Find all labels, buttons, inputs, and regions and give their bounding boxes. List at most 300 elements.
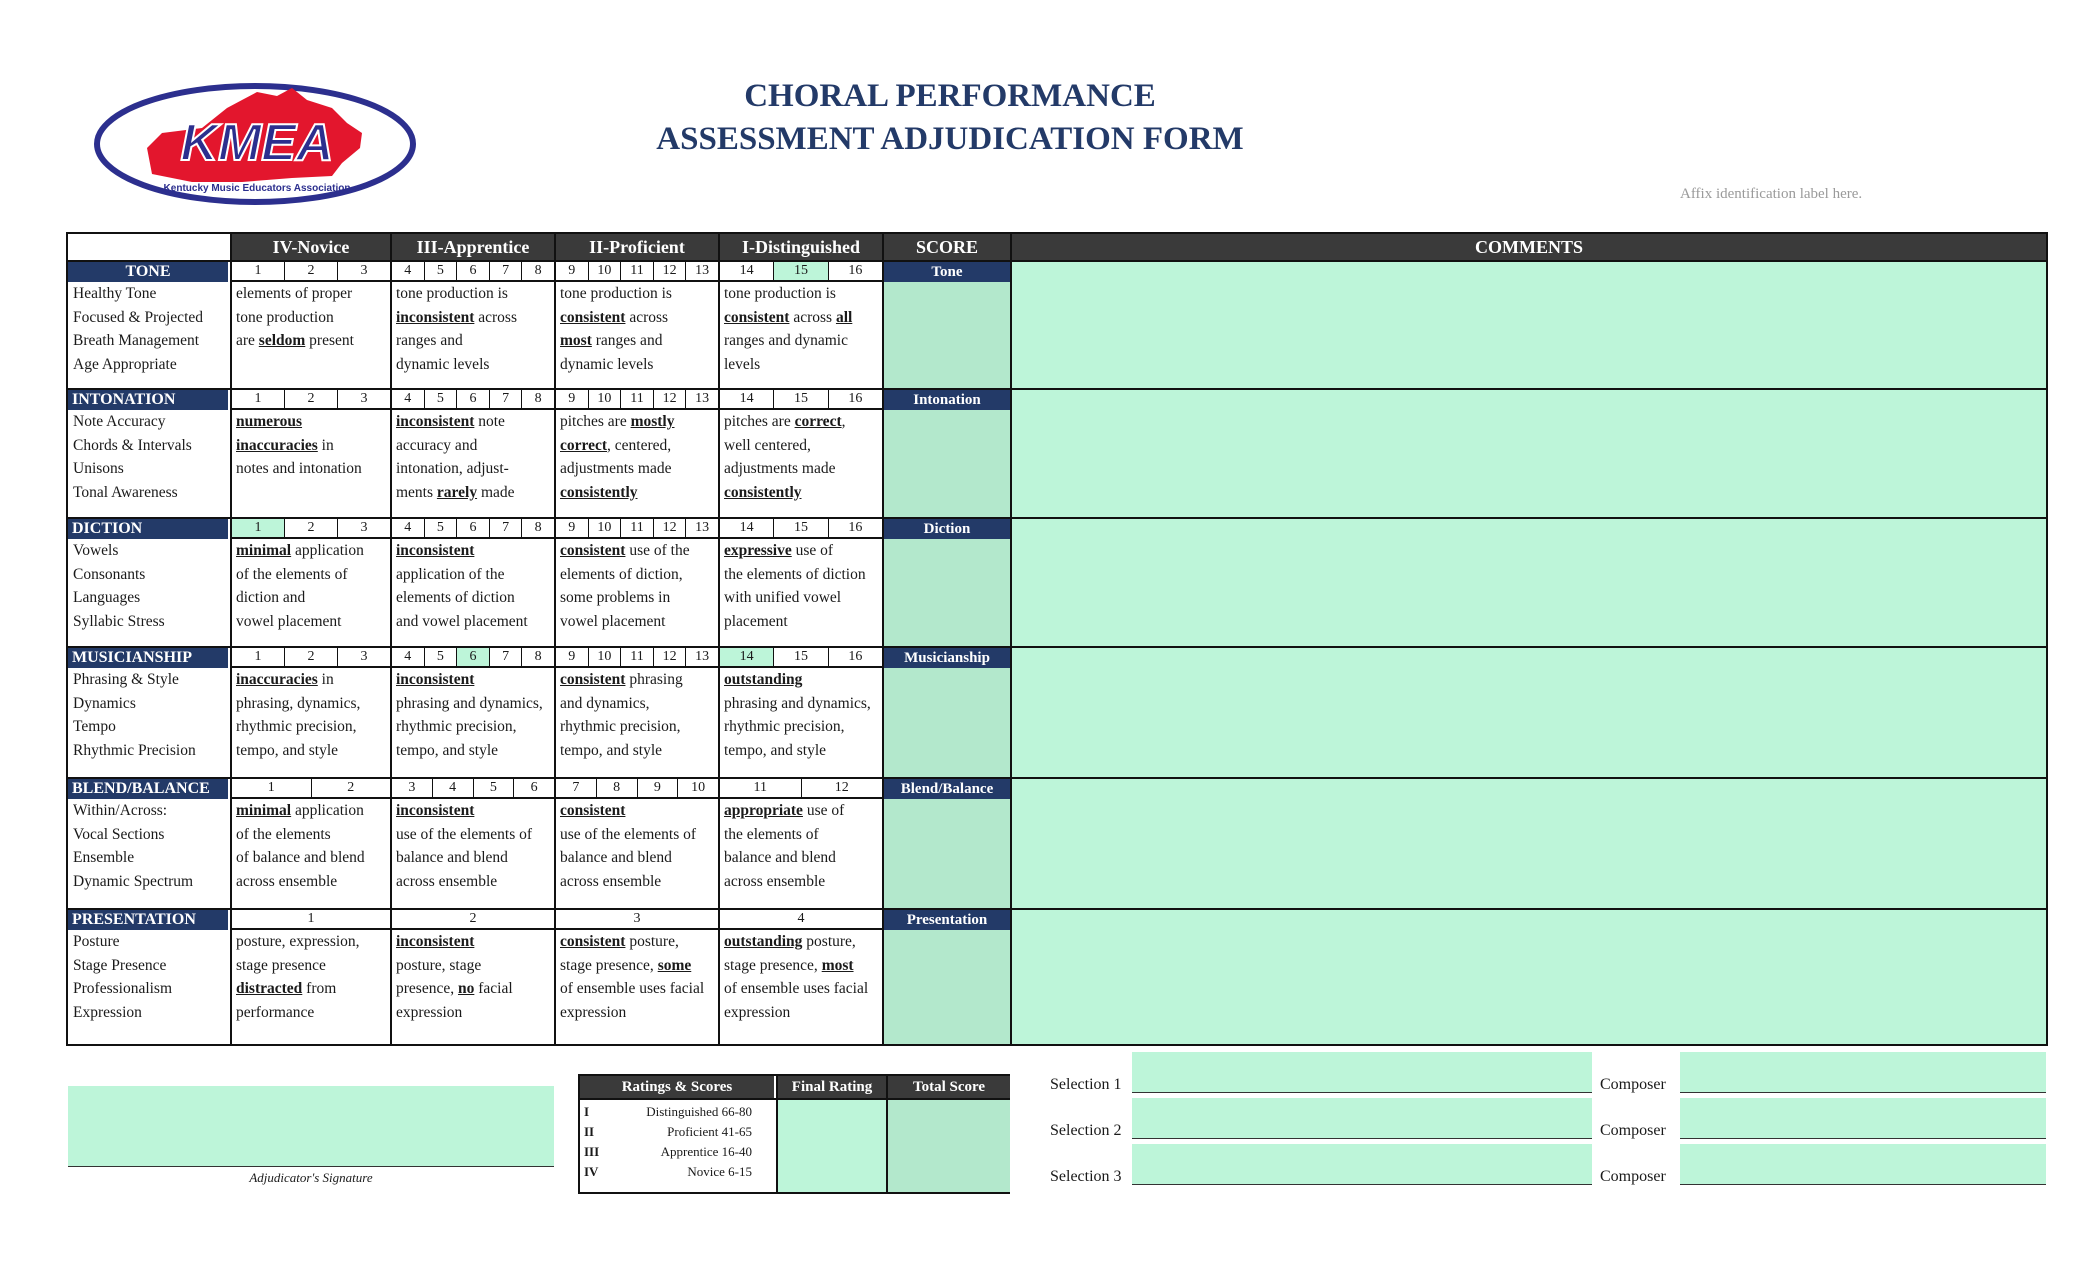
descriptor-line: elements of proper bbox=[236, 285, 353, 302]
descriptor-line: outstanding bbox=[724, 671, 803, 688]
score-number-option[interactable]: 4 bbox=[797, 911, 805, 926]
comments-input-5[interactable] bbox=[1012, 910, 2046, 1044]
composer-label: Composer bbox=[1600, 1076, 1666, 1093]
criteria-list-1 bbox=[68, 410, 228, 504]
score-number-option[interactable]: 7 bbox=[490, 519, 523, 537]
score-number-option[interactable]: 9 bbox=[556, 519, 589, 537]
descriptor-line: dynamic levels bbox=[396, 355, 490, 373]
descriptor-line: vowel placement bbox=[236, 612, 342, 630]
descriptor-line: application of the bbox=[396, 565, 505, 583]
score-label-3: Musicianship bbox=[884, 648, 1010, 668]
descriptor-line: posture, expression, bbox=[236, 933, 360, 950]
descriptor-line: consistent use of the bbox=[560, 542, 690, 559]
descriptor-line: posture, stage bbox=[396, 956, 482, 974]
criterion-item: Within/Across: bbox=[73, 802, 168, 819]
score-number-option[interactable]: 6 bbox=[457, 519, 490, 537]
rating-descriptor bbox=[232, 539, 390, 633]
criterion-item: Vowels bbox=[73, 542, 119, 559]
rating-descriptor bbox=[392, 668, 554, 762]
rating-descriptor bbox=[232, 668, 390, 762]
score-number-option[interactable]: 1 bbox=[232, 519, 285, 537]
score-input-2[interactable] bbox=[884, 539, 1010, 646]
criterion-item: Breath Management bbox=[73, 332, 200, 349]
criteria-list-4 bbox=[68, 799, 228, 893]
score-number-option[interactable]: 3 bbox=[360, 263, 368, 278]
score-number-strip bbox=[556, 519, 718, 539]
descriptor-line: inconsistent bbox=[396, 802, 475, 819]
criterion-item: Note Accuracy bbox=[73, 413, 166, 430]
descriptor-line: outstanding posture, bbox=[724, 933, 856, 950]
score-number-option[interactable]: 2 bbox=[347, 780, 355, 795]
rating-descriptor bbox=[556, 410, 718, 504]
score-number-option[interactable]: 14 bbox=[720, 519, 774, 537]
descriptor-line: adjustments made bbox=[724, 460, 836, 477]
criteria-list-0 bbox=[68, 282, 228, 376]
score-number-strip bbox=[232, 910, 390, 930]
descriptor-line: of the elements bbox=[236, 825, 331, 843]
composer-label: Composer bbox=[1600, 1122, 1666, 1139]
score-number-option[interactable]: 5 bbox=[425, 390, 458, 408]
criterion-item: Dynamics bbox=[73, 694, 136, 712]
rating-descriptor bbox=[720, 668, 882, 762]
rating-descriptor bbox=[392, 799, 554, 893]
descriptor-line: elements of diction, bbox=[560, 565, 683, 583]
rating-descriptor bbox=[392, 410, 554, 504]
score-input-5[interactable] bbox=[884, 930, 1010, 1044]
descriptor-line: of the elements of bbox=[236, 565, 348, 583]
score-number-option[interactable]: 1 bbox=[232, 648, 285, 666]
composer-label: Composer bbox=[1600, 1168, 1666, 1185]
score-number-option[interactable]: 16 bbox=[848, 391, 863, 406]
descriptor-line: balance and blend bbox=[560, 849, 672, 866]
descriptor-line: rhythmic precision, bbox=[396, 718, 517, 735]
criterion-item: Tempo bbox=[73, 718, 116, 735]
descriptor-line: tempo, and style bbox=[396, 741, 499, 759]
descriptor-line bbox=[236, 481, 390, 505]
category-label-3: MUSICIANSHIP bbox=[68, 648, 228, 668]
score-number-strip bbox=[720, 390, 882, 410]
score-label-4: Blend/Balance bbox=[884, 779, 1010, 799]
descriptor-line: most ranges and bbox=[560, 332, 663, 349]
descriptor-line: minimal application bbox=[236, 542, 364, 559]
descriptor-line: pitches are mostly bbox=[560, 413, 675, 430]
descriptor-line: notes and intonation bbox=[236, 460, 362, 477]
rating-scale-row bbox=[584, 1102, 774, 1122]
score-input-3[interactable] bbox=[884, 668, 1010, 777]
rubric-grid bbox=[66, 232, 2048, 1046]
rating-descriptor bbox=[556, 668, 718, 762]
criterion-item: Professionalism bbox=[73, 980, 173, 997]
final-rating-field[interactable] bbox=[776, 1100, 886, 1192]
ratings-list bbox=[580, 1102, 774, 1192]
descriptor-line: consistent across bbox=[560, 308, 669, 326]
score-number-option[interactable]: 6 bbox=[457, 390, 490, 408]
score-number-option[interactable]: 12 bbox=[654, 519, 687, 537]
descriptor-line: consistent phrasing bbox=[560, 671, 683, 688]
descriptor-line: rhythmic precision, bbox=[236, 718, 357, 735]
descriptor-line: consistently bbox=[560, 483, 638, 501]
score-number-option[interactable]: 8 bbox=[534, 263, 542, 278]
score-number-option[interactable]: 14 bbox=[720, 648, 774, 666]
criterion-item: Focused & Projected bbox=[73, 308, 204, 326]
rating-range: Apprentice 16-40 bbox=[660, 1144, 752, 1159]
criterion-item: Languages bbox=[73, 589, 141, 606]
descriptor-line: are seldom present bbox=[236, 332, 354, 349]
descriptor-line: stage presence, some bbox=[560, 956, 692, 974]
score-number-option[interactable]: 10 bbox=[691, 780, 706, 795]
score-number-option[interactable]: 3 bbox=[360, 391, 368, 406]
rating-descriptor bbox=[232, 282, 390, 376]
rating-descriptor bbox=[720, 410, 882, 504]
score-label-2: Diction bbox=[884, 519, 1010, 539]
descriptor-line: inconsistent bbox=[396, 542, 475, 559]
score-number-strip bbox=[556, 779, 718, 799]
score-number-strip bbox=[232, 519, 390, 539]
column-header-proficient: II-Proficient bbox=[556, 234, 718, 260]
descriptor-line: rhythmic precision, bbox=[724, 718, 845, 735]
score-number-option[interactable]: 13 bbox=[695, 520, 710, 535]
total-score-field[interactable] bbox=[886, 1100, 1010, 1192]
score-number-option[interactable]: 6 bbox=[457, 262, 490, 280]
descriptor-line: of balance and blend bbox=[236, 849, 365, 866]
score-number-option[interactable]: 1 bbox=[232, 779, 312, 797]
descriptor-line: across ensemble bbox=[560, 872, 662, 890]
descriptor-line: placement bbox=[724, 612, 788, 630]
descriptor-line: minimal application bbox=[236, 802, 364, 819]
score-number-option[interactable]: 15 bbox=[774, 390, 828, 408]
rating-range: Distinguished 66-80 bbox=[646, 1104, 752, 1119]
score-number-option[interactable]: 1 bbox=[232, 390, 285, 408]
score-number-option[interactable]: 10 bbox=[589, 262, 622, 280]
score-number-strip bbox=[720, 648, 882, 668]
score-number-option[interactable]: 1 bbox=[232, 262, 285, 280]
score-input-0[interactable] bbox=[884, 282, 1010, 388]
score-number-option[interactable]: 5 bbox=[474, 779, 515, 797]
score-number-option[interactable]: 16 bbox=[848, 520, 863, 535]
descriptor-line: ranges and bbox=[396, 332, 463, 349]
score-number-strip bbox=[232, 390, 390, 410]
score-number-strip bbox=[392, 262, 554, 282]
score-number-strip bbox=[720, 262, 882, 282]
score-number-option[interactable]: 7 bbox=[490, 390, 523, 408]
criteria-list-2 bbox=[68, 539, 228, 633]
score-number-option[interactable]: 10 bbox=[589, 648, 622, 666]
descriptor-line: vowel placement bbox=[560, 612, 666, 630]
score-number-strip bbox=[392, 779, 554, 799]
descriptor-line: expression bbox=[560, 1003, 627, 1021]
score-number-option[interactable]: 13 bbox=[695, 391, 710, 406]
score-number-option[interactable]: 11 bbox=[621, 262, 654, 280]
score-number-option[interactable]: 7 bbox=[490, 648, 523, 666]
descriptor-line: inconsistent bbox=[396, 933, 475, 950]
descriptor-line: tempo, and style bbox=[724, 741, 827, 759]
score-number-option[interactable]: 11 bbox=[621, 390, 654, 408]
descriptor-line: levels bbox=[724, 355, 761, 373]
category-label-4: BLEND/BALANCE bbox=[68, 779, 228, 799]
descriptor-line: expressive use of bbox=[724, 542, 834, 559]
score-number-option[interactable]: 7 bbox=[490, 262, 523, 280]
score-number-option[interactable]: 12 bbox=[834, 780, 849, 795]
comments-input-2[interactable] bbox=[1012, 519, 2046, 646]
descriptor-line: of ensemble uses facial bbox=[724, 980, 869, 997]
criterion-item: Dynamic Spectrum bbox=[73, 872, 194, 890]
rating-descriptor bbox=[556, 539, 718, 633]
score-number-option[interactable]: 2 bbox=[285, 262, 338, 280]
descriptor-line: and dynamics, bbox=[560, 694, 650, 712]
score-number-option[interactable]: 13 bbox=[695, 263, 710, 278]
comments-input-3[interactable] bbox=[1012, 648, 2046, 777]
score-number-option[interactable]: 12 bbox=[654, 648, 687, 666]
descriptor-line: tone production is bbox=[560, 285, 672, 302]
score-number-option[interactable]: 12 bbox=[654, 262, 687, 280]
score-number-option[interactable]: 9 bbox=[556, 648, 589, 666]
score-number-option[interactable]: 14 bbox=[720, 262, 774, 280]
descriptor-line: expression bbox=[396, 1003, 463, 1021]
criterion-item: Chords & Intervals bbox=[73, 436, 192, 454]
score-number-option[interactable]: 9 bbox=[638, 779, 679, 797]
descriptor-line: tempo, and style bbox=[560, 741, 663, 759]
descriptor-line: some problems in bbox=[560, 589, 671, 606]
comments-input-0[interactable] bbox=[1012, 262, 2046, 388]
rating-scale-row bbox=[584, 1142, 774, 1162]
score-number-strip bbox=[232, 779, 390, 799]
rating-descriptor bbox=[232, 799, 390, 893]
score-number-strip bbox=[392, 648, 554, 668]
score-number-option[interactable]: 4 bbox=[392, 648, 425, 666]
descriptor-line: dynamic levels bbox=[560, 355, 654, 373]
score-number-option[interactable]: 3 bbox=[360, 649, 368, 664]
score-number-option[interactable]: 15 bbox=[774, 262, 828, 280]
score-number-option[interactable]: 8 bbox=[534, 520, 542, 535]
criterion-item: Syllabic Stress bbox=[73, 612, 165, 630]
score-number-strip bbox=[232, 648, 390, 668]
score-number-strip bbox=[720, 519, 882, 539]
column-header-apprentice: III-Apprentice bbox=[392, 234, 554, 260]
score-number-option[interactable]: 1 bbox=[307, 911, 315, 926]
descriptor-line: stage presence, most bbox=[724, 956, 854, 974]
score-number-strip bbox=[556, 648, 718, 668]
descriptor-line: tone production is bbox=[724, 285, 836, 302]
rating-descriptor bbox=[556, 282, 718, 376]
criterion-item: Posture bbox=[73, 933, 120, 950]
score-number-option[interactable]: 8 bbox=[534, 391, 542, 406]
ratings-header: Ratings & Scores bbox=[580, 1076, 774, 1098]
score-number-option[interactable]: 8 bbox=[534, 649, 542, 664]
score-number-option[interactable]: 13 bbox=[695, 649, 710, 664]
score-number-strip bbox=[556, 910, 718, 930]
criterion-item: Expression bbox=[73, 1003, 142, 1021]
descriptor-line: balance and blend bbox=[724, 849, 836, 866]
descriptor-line: accuracy and bbox=[396, 436, 478, 454]
descriptor-line: ranges and dynamic bbox=[724, 332, 848, 349]
score-number-option[interactable]: 5 bbox=[425, 262, 458, 280]
rating-descriptor bbox=[720, 930, 882, 1024]
score-number-option[interactable]: 3 bbox=[392, 779, 433, 797]
category-label-1: INTONATION bbox=[68, 390, 228, 410]
score-number-strip bbox=[556, 262, 718, 282]
score-number-option[interactable]: 11 bbox=[621, 519, 654, 537]
column-header-score: SCORE bbox=[884, 234, 1010, 260]
score-number-option[interactable]: 6 bbox=[530, 780, 538, 795]
selections-area bbox=[1050, 1052, 2050, 1192]
descriptor-line: consistent bbox=[560, 802, 626, 819]
descriptor-line: phrasing and dynamics, bbox=[724, 694, 871, 712]
score-number-strip bbox=[392, 910, 554, 930]
score-label-0: Tone bbox=[884, 262, 1010, 282]
score-label-5: Presentation bbox=[884, 910, 1010, 930]
logo-subtitle: Kentucky Music Educators Association bbox=[163, 183, 351, 194]
criterion-item: Tonal Awareness bbox=[73, 483, 178, 501]
score-number-option[interactable]: 11 bbox=[720, 779, 802, 797]
selection-label: Selection 3 bbox=[1050, 1168, 1122, 1185]
criterion-item: Consonants bbox=[73, 565, 146, 583]
rating-descriptor bbox=[392, 930, 554, 1024]
score-number-option[interactable]: 2 bbox=[469, 911, 477, 926]
total-score-header: Total Score bbox=[886, 1076, 1010, 1098]
rating-descriptor bbox=[720, 539, 882, 633]
descriptor-line: with unified vowel bbox=[724, 589, 842, 606]
descriptor-line: phrasing, dynamics, bbox=[236, 694, 361, 712]
rating-range: Proficient 41-65 bbox=[667, 1124, 752, 1139]
score-number-strip bbox=[556, 390, 718, 410]
column-header-novice: IV-Novice bbox=[232, 234, 390, 260]
rating-descriptor bbox=[720, 282, 882, 376]
descriptor-line: pitches are correct, bbox=[724, 413, 846, 430]
descriptor-line: inconsistent note bbox=[396, 413, 505, 430]
rating-descriptor bbox=[392, 282, 554, 376]
score-number-option[interactable]: 15 bbox=[774, 519, 828, 537]
score-input-1[interactable] bbox=[884, 410, 1010, 517]
score-number-option[interactable]: 3 bbox=[360, 520, 368, 535]
score-number-option[interactable]: 4 bbox=[433, 779, 474, 797]
rating-numeral: II bbox=[584, 1124, 595, 1139]
rating-descriptor bbox=[556, 930, 718, 1024]
descriptor-line: expression bbox=[724, 1003, 791, 1021]
descriptor-line: tone production bbox=[236, 308, 334, 326]
category-label-5: PRESENTATION bbox=[68, 910, 228, 930]
criterion-item: Vocal Sections bbox=[73, 825, 165, 843]
kmea-logo-graphic bbox=[92, 78, 422, 208]
rating-scale-row bbox=[584, 1122, 774, 1142]
selection-title-field[interactable] bbox=[1132, 1144, 1592, 1185]
score-number-option[interactable]: 3 bbox=[633, 911, 641, 926]
composer-field[interactable] bbox=[1680, 1098, 2046, 1139]
descriptor-line: tone production is bbox=[396, 285, 508, 302]
comments-input-4[interactable] bbox=[1012, 779, 2046, 908]
rating-descriptor bbox=[392, 539, 554, 633]
descriptor-line: balance and blend bbox=[396, 849, 508, 866]
score-number-option[interactable]: 11 bbox=[621, 648, 654, 666]
descriptor-line: inconsistent bbox=[396, 671, 475, 688]
score-number-option[interactable]: 6 bbox=[457, 648, 490, 666]
score-number-option[interactable]: 8 bbox=[597, 779, 638, 797]
composer-field[interactable] bbox=[1680, 1144, 2046, 1185]
rating-numeral: III bbox=[584, 1144, 600, 1159]
score-number-option[interactable]: 4 bbox=[392, 519, 425, 537]
score-number-option[interactable]: 14 bbox=[720, 390, 774, 408]
score-number-option[interactable]: 2 bbox=[285, 648, 338, 666]
score-number-option[interactable]: 5 bbox=[425, 519, 458, 537]
selection-title-field[interactable] bbox=[1132, 1098, 1592, 1139]
column-header-distinguished: I-Distinguished bbox=[720, 234, 882, 260]
score-input-4[interactable] bbox=[884, 799, 1010, 908]
criterion-item: Healthy Tone bbox=[73, 285, 157, 302]
selection-label: Selection 2 bbox=[1050, 1122, 1122, 1139]
kmea-logo bbox=[92, 78, 422, 208]
score-number-option[interactable]: 15 bbox=[774, 648, 828, 666]
logo-text: KMEA bbox=[180, 114, 334, 172]
score-number-option[interactable]: 10 bbox=[589, 390, 622, 408]
descriptor-line: the elements of bbox=[724, 825, 819, 843]
category-label-0: TONE bbox=[68, 262, 228, 282]
score-number-option[interactable]: 10 bbox=[589, 519, 622, 537]
descriptor-line: ments rarely made bbox=[396, 483, 515, 501]
criterion-item: Unisons bbox=[73, 460, 124, 477]
descriptor-line: correct, centered, bbox=[560, 436, 672, 454]
final-rating-header: Final Rating bbox=[776, 1076, 886, 1098]
column-header-comments: COMMENTS bbox=[1012, 234, 2046, 260]
descriptor-line: elements of diction bbox=[396, 589, 515, 606]
descriptor-line: across ensemble bbox=[724, 872, 826, 890]
criterion-item: Ensemble bbox=[73, 849, 135, 866]
adjudicator-signature-field[interactable] bbox=[68, 1086, 554, 1167]
category-label-2: DICTION bbox=[68, 519, 228, 539]
score-number-option[interactable]: 9 bbox=[556, 262, 589, 280]
rating-descriptor bbox=[232, 930, 390, 1024]
rating-scale-row bbox=[584, 1162, 774, 1182]
ratings-scores-table bbox=[578, 1074, 1010, 1194]
score-number-option[interactable]: 16 bbox=[848, 649, 863, 664]
score-number-option[interactable]: 9 bbox=[556, 390, 589, 408]
score-number-strip bbox=[392, 390, 554, 410]
score-number-option[interactable]: 4 bbox=[392, 390, 425, 408]
composer-field[interactable] bbox=[1680, 1052, 2046, 1093]
score-number-option[interactable]: 5 bbox=[425, 648, 458, 666]
descriptor-line: performance bbox=[236, 1003, 315, 1021]
descriptor-line: adjustments made bbox=[560, 460, 672, 477]
descriptor-line: distracted from bbox=[236, 980, 337, 997]
rating-descriptor bbox=[720, 799, 882, 893]
score-number-option[interactable]: 12 bbox=[654, 390, 687, 408]
criteria-list-3 bbox=[68, 668, 228, 762]
score-number-option[interactable]: 16 bbox=[848, 263, 863, 278]
descriptor-line: use of the elements of bbox=[396, 825, 533, 843]
descriptor-line: intonation, adjust- bbox=[396, 460, 509, 477]
score-number-option[interactable]: 2 bbox=[285, 519, 338, 537]
descriptor-line: of ensemble uses facial bbox=[560, 980, 705, 997]
descriptor-line: use of the elements of bbox=[560, 825, 697, 843]
affix-label-note: Affix identification label here. bbox=[1680, 186, 1863, 202]
comments-input-1[interactable] bbox=[1012, 390, 2046, 517]
score-number-option[interactable]: 7 bbox=[556, 779, 597, 797]
score-number-strip bbox=[232, 262, 390, 282]
descriptor-line: inaccuracies in bbox=[236, 436, 334, 454]
descriptor-line: across ensemble bbox=[236, 872, 338, 890]
descriptor-line: well centered, bbox=[724, 436, 811, 454]
descriptor-line: diction and bbox=[236, 589, 306, 606]
criterion-item: Stage Presence bbox=[73, 956, 167, 974]
descriptor-line: phrasing and dynamics, bbox=[396, 694, 543, 712]
selection-title-field[interactable] bbox=[1132, 1052, 1592, 1093]
score-number-option[interactable]: 4 bbox=[392, 262, 425, 280]
signature-label: Adjudicator's Signature bbox=[249, 1170, 373, 1185]
criterion-item: Phrasing & Style bbox=[73, 671, 179, 688]
criteria-list-5 bbox=[68, 930, 228, 1024]
rating-numeral: IV bbox=[584, 1164, 599, 1179]
score-number-option[interactable]: 2 bbox=[285, 390, 338, 408]
score-number-strip bbox=[720, 910, 882, 930]
rating-descriptor bbox=[556, 799, 718, 893]
